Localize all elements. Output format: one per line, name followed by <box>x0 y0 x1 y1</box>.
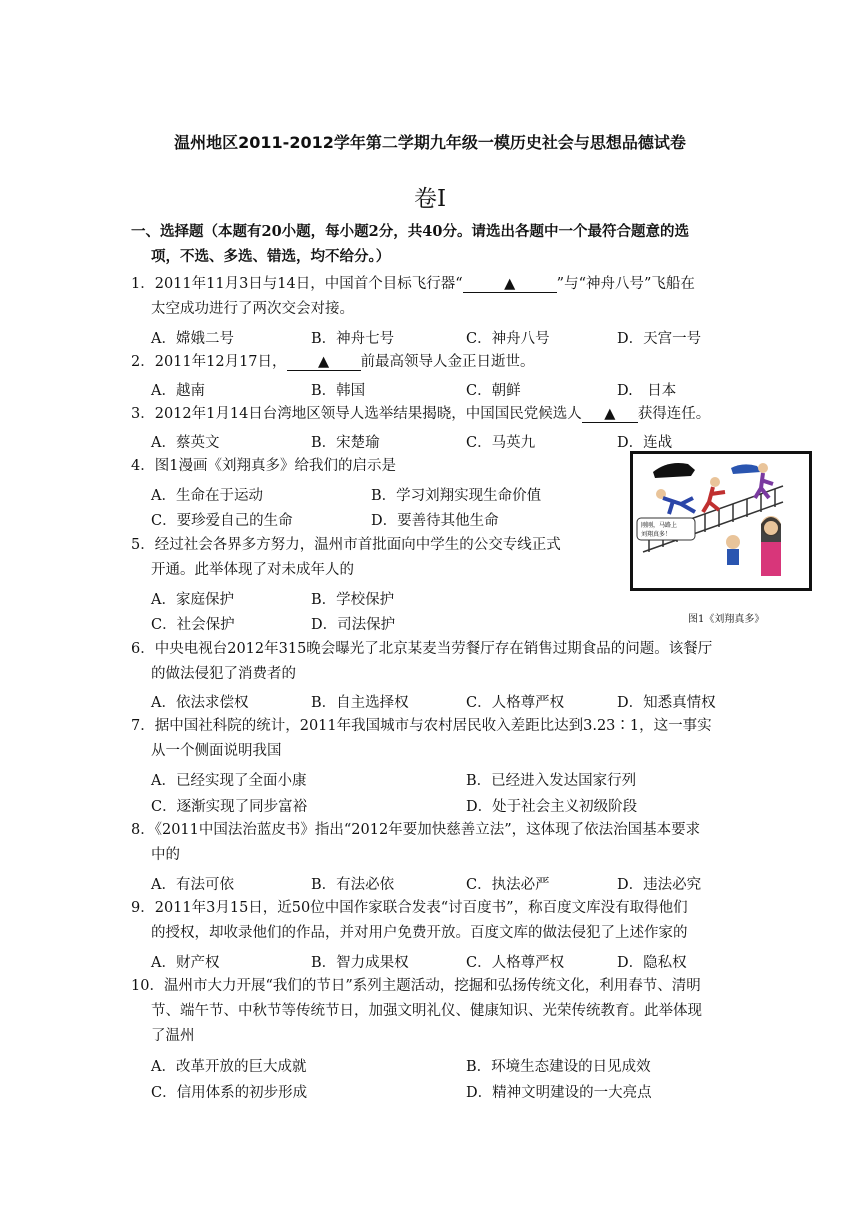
answer-blank: ▲ <box>582 406 638 423</box>
question-7-option-a: A．已经实现了全面小康 <box>151 773 307 789</box>
answer-blank: ▲ <box>287 354 361 371</box>
section-instructions-line2: 项，不选、多选、错选，均不给分。） <box>151 248 391 265</box>
question-7-stem: 7．据中国社科院的统计，2011年我国城市与农村居民收入差距比达到3.23∶1，这一事实 <box>131 718 712 734</box>
question-3-option-c: C．马英九 <box>466 435 536 451</box>
question-1-stem-cont: 太空成功进行了两次交会对接。 <box>151 301 354 317</box>
cartoon-figure <box>630 451 812 591</box>
part-heading: 卷Ⅰ <box>413 186 447 212</box>
question-2-option-b: B．韩国 <box>311 383 366 399</box>
question-4-stem: 4．图1漫画《刘翔真多》给我们的启示是 <box>131 458 396 474</box>
question-10-option-c: C．信用体系的初步形成 <box>151 1085 308 1101</box>
question-6-option-b: B．自主选择权 <box>311 695 409 711</box>
question-1-option-b: B．神舟七号 <box>311 331 395 347</box>
cartoon-illustration <box>633 454 809 588</box>
question-8-option-b: B．有法必依 <box>311 877 395 893</box>
question-10-option-a: A．改革开放的巨大成就 <box>151 1059 307 1075</box>
question-4-option-a: A．生命在于运动 <box>151 488 263 504</box>
question-6-stem: 6．中央电视台2012年315晚会曝光了北京某麦当劳餐厅存在销售过期食品的问题。该餐厅 <box>131 641 713 657</box>
question-6-stem-cont: 的做法侵犯了消费者的 <box>151 666 296 682</box>
question-7-option-b: B．已经进入发达国家行列 <box>466 773 637 789</box>
section-instructions-line1: 一、选择题（本题有20小题，每小题2分，共40分。请选出各题中一个最符合题意的选 <box>131 223 689 240</box>
question-2-option-c: C．朝鲜 <box>466 383 521 399</box>
question-1-option-c: C．神舟八号 <box>466 331 550 347</box>
question-4-option-c: C．要珍爱自己的生命 <box>151 513 293 529</box>
question-2-stem: 2．2011年12月17日， ▲ 前最高领导人金正日逝世。 <box>131 354 535 370</box>
question-5-stem-cont: 开通。此举体现了对未成年人的 <box>151 562 354 578</box>
question-6-option-a: A．依法求偿权 <box>151 695 249 711</box>
question-10-option-b: B．环境生态建设的日见成效 <box>466 1059 651 1075</box>
question-1-option-d: D．天宫一号 <box>617 331 702 347</box>
answer-blank: ▲ <box>463 276 557 293</box>
question-5-stem: 5．经过社会各界多方努力，温州市首批面向中学生的公交专线正式 <box>131 537 561 553</box>
question-1-stem: 1．2011年11月3日与14日，中国首个目标飞行器“ ▲ ”与“神舟八号”飞船在 <box>131 276 695 292</box>
question-8-stem: 8．《2011中国法治蓝皮书》指出“2012年要加快慈善立法”，这体现了依法治国基本要求 <box>131 822 701 838</box>
question-3-option-d: D．连战 <box>617 435 673 451</box>
question-8-option-c: C．执法必严 <box>466 877 550 893</box>
question-3-option-b: B．宋楚瑜 <box>311 435 380 451</box>
question-7-option-c: C．逐渐实现了同步富裕 <box>151 799 308 815</box>
question-6-option-c: C．人格尊严权 <box>466 695 565 711</box>
figure-caption: 图1《刘翔真多》 <box>688 614 765 625</box>
question-7-stem-cont: 从一个侧面说明我国 <box>151 743 282 759</box>
question-7-option-d: D．处于社会主义初级阶段 <box>466 799 638 815</box>
question-4-option-d: D．要善待其他生命 <box>371 513 499 529</box>
question-5-option-c: C．社会保护 <box>151 617 235 633</box>
question-3-option-a: A．蔡英文 <box>151 435 220 451</box>
question-4-option-b: B．学习刘翔实现生命价值 <box>371 488 542 504</box>
question-9-stem: 9．2011年3月15日，近50位中国作家联合发表“讨百度书”，称百度文库没有取得他们 <box>131 900 688 916</box>
question-10-stem-cont2: 了温州 <box>151 1028 195 1044</box>
bubble-line2: 刘翔真多！ <box>641 531 672 538</box>
question-10-stem: 10．温州市大力开展“我们的节日”系列主题活动，挖掘和弘扬传统文化，利用春节、清明 <box>131 978 701 994</box>
question-1-option-a: A．嫦娥二号 <box>151 331 234 347</box>
question-9-option-b: B．智力成果权 <box>311 955 409 971</box>
question-10-stem-cont: 节、端午节、中秋节等传统节日，加强文明礼仪、健康知识、光荣传统教育。此举体现 <box>151 1003 702 1019</box>
question-5-option-b: B．学校保护 <box>311 592 395 608</box>
question-9-option-c: C．人格尊严权 <box>466 955 565 971</box>
bubble-line1: 刚刚，马路上 <box>641 522 678 529</box>
question-9-option-a: A．财产权 <box>151 955 220 971</box>
question-10-option-d: D．精神文明建设的一大亮点 <box>466 1085 652 1101</box>
question-8-option-a: A．有法可依 <box>151 877 234 893</box>
question-8-stem-cont: 中的 <box>151 847 180 863</box>
question-6-option-d: D．知悉真情权 <box>617 695 716 711</box>
question-2-option-a: A．越南 <box>151 383 205 399</box>
question-8-option-d: D．违法必究 <box>617 877 702 893</box>
exam-title: 温州地区2011-2012学年第二学期九年级一模历史社会与思想品德试卷 <box>174 133 686 152</box>
question-5-option-a: A．家庭保护 <box>151 592 234 608</box>
question-3-stem: 3．2012年1月14日台湾地区领导人选举结果揭晓，中国国民党候选人 ▲ 获得连任。 <box>131 406 711 422</box>
question-9-stem-cont: 的授权，却收录他们的作品，并对用户免费开放。百度文库的做法侵犯了上述作家的 <box>151 925 688 941</box>
question-5-option-d: D．司法保护 <box>311 617 396 633</box>
question-2-option-d: D. 日本 <box>617 383 677 399</box>
question-9-option-d: D．隐私权 <box>617 955 687 971</box>
